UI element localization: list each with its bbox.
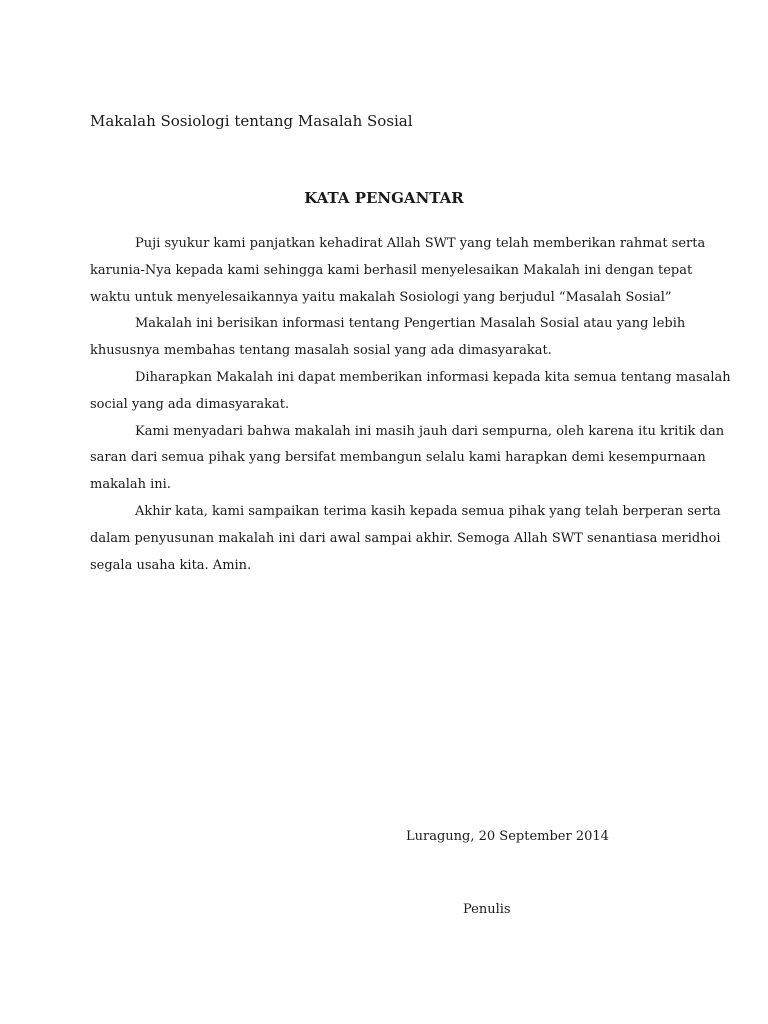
paragraph xyxy=(90,231,706,311)
paragraph-line: Puji syukur kami panjatkan kehadirat Allah SWT yang telah memberikan rahmat serta xyxy=(135,236,706,251)
paragraph-line: dalam penyusunan makalah ini dari awal sampai akhir. Semoga Allah SWT senantiasa meridhoi xyxy=(90,530,721,546)
paragraph-line: saran dari semua pihak yang bersifat membangun selalu kami harapkan demi kesempurnaan xyxy=(90,450,706,466)
paragraph-line: Kami menyadari bahwa makalah ini masih jauh dari sempurna, oleh karena itu kritik dan xyxy=(135,423,725,439)
paragraph xyxy=(90,365,731,419)
paragraph-line: khususnya membahas tentang masalah sosial yang ada dimasyarakat. xyxy=(90,343,552,359)
section-heading: KATA PENGANTAR xyxy=(304,189,464,207)
paragraph xyxy=(90,311,690,365)
paragraph xyxy=(90,419,725,499)
paragraph xyxy=(90,499,721,579)
paragraph-line: social yang ada dimasyarakat. xyxy=(90,396,290,412)
document-body xyxy=(90,231,731,579)
author-signature: Penulis xyxy=(463,902,511,917)
document-title: Makalah Sosiologi tentang Masalah Sosial xyxy=(90,112,413,130)
paragraph-line: Makalah ini berisikan informasi tentang Pengertian Masalah Sosial atau yang lebih xyxy=(135,316,686,332)
paragraph-line: waktu untuk menyelesaikannya yaitu makalah Sosiologi yang berjudul “Masalah Sosial” xyxy=(90,289,672,305)
paragraph-line: Akhir kata, kami sampaikan terima kasih kepada semua pihak yang telah berperan serta xyxy=(135,503,721,519)
paragraph-line: segala usaha kita. Amin. xyxy=(90,557,252,573)
place-date: Luragung, 20 September 2014 xyxy=(406,829,609,844)
paragraph-line: Diharapkan Makalah ini dapat memberikan informasi kepada kita semua tentang masalah xyxy=(135,369,731,385)
paragraph-line: karunia-Nya kepada kami sehingga kami berhasil menyelesaikan Makalah ini dengan tepat xyxy=(90,262,693,278)
paragraph-line: makalah ini. xyxy=(90,477,171,493)
